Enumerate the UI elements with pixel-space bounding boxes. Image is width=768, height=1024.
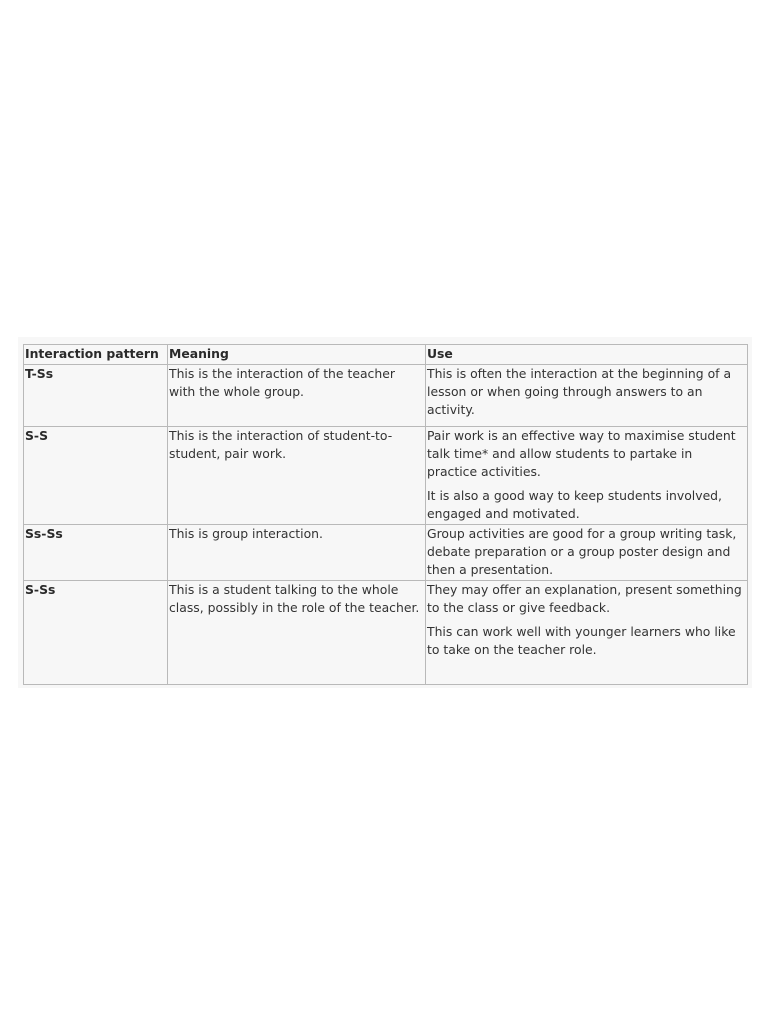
pattern-cell: T-Ss [24, 365, 168, 427]
table-row [24, 581, 748, 685]
use-paragraph: Group activities are good for a group writing task, debate preparation or a group poster design and then a presentation. [427, 526, 737, 577]
meaning-cell: This is the interaction of the teacher with the whole group. [168, 365, 426, 427]
use-paragraph: Pair work is an effective way to maximise student talk time* and allow students to partake in practice activities. [427, 428, 736, 479]
table-row [24, 525, 748, 581]
header-meaning: Meaning [168, 345, 426, 365]
pattern-cell: Ss-Ss [24, 525, 168, 581]
use-cell [426, 525, 748, 581]
interaction-patterns-table [23, 344, 748, 685]
use-paragraph: It is also a good way to keep students involved, engaged and motivated. [427, 488, 722, 521]
use-paragraph: This can work well with younger learners who like to take on the teacher role. [427, 624, 736, 657]
use-paragraph: They may offer an explanation, present something to the class or give feedback. [427, 582, 742, 615]
table-row [24, 427, 748, 525]
table-row [24, 365, 748, 427]
pattern-cell: S-S [24, 427, 168, 525]
use-cell [426, 427, 748, 525]
use-cell [426, 365, 748, 427]
header-use: Use [426, 345, 748, 365]
header-interaction-pattern: Interaction pattern [24, 345, 168, 365]
meaning-cell: This is the interaction of student-to-student, pair work. [168, 427, 426, 525]
table-header-row [24, 345, 748, 365]
meaning-cell: This is a student talking to the whole class, possibly in the role of the teacher. [168, 581, 426, 685]
meaning-cell: This is group interaction. [168, 525, 426, 581]
pattern-cell: S-Ss [24, 581, 168, 685]
use-cell [426, 581, 748, 685]
use-paragraph: This is often the interaction at the beginning of a lesson or when going through answers to an activity. [427, 366, 732, 417]
